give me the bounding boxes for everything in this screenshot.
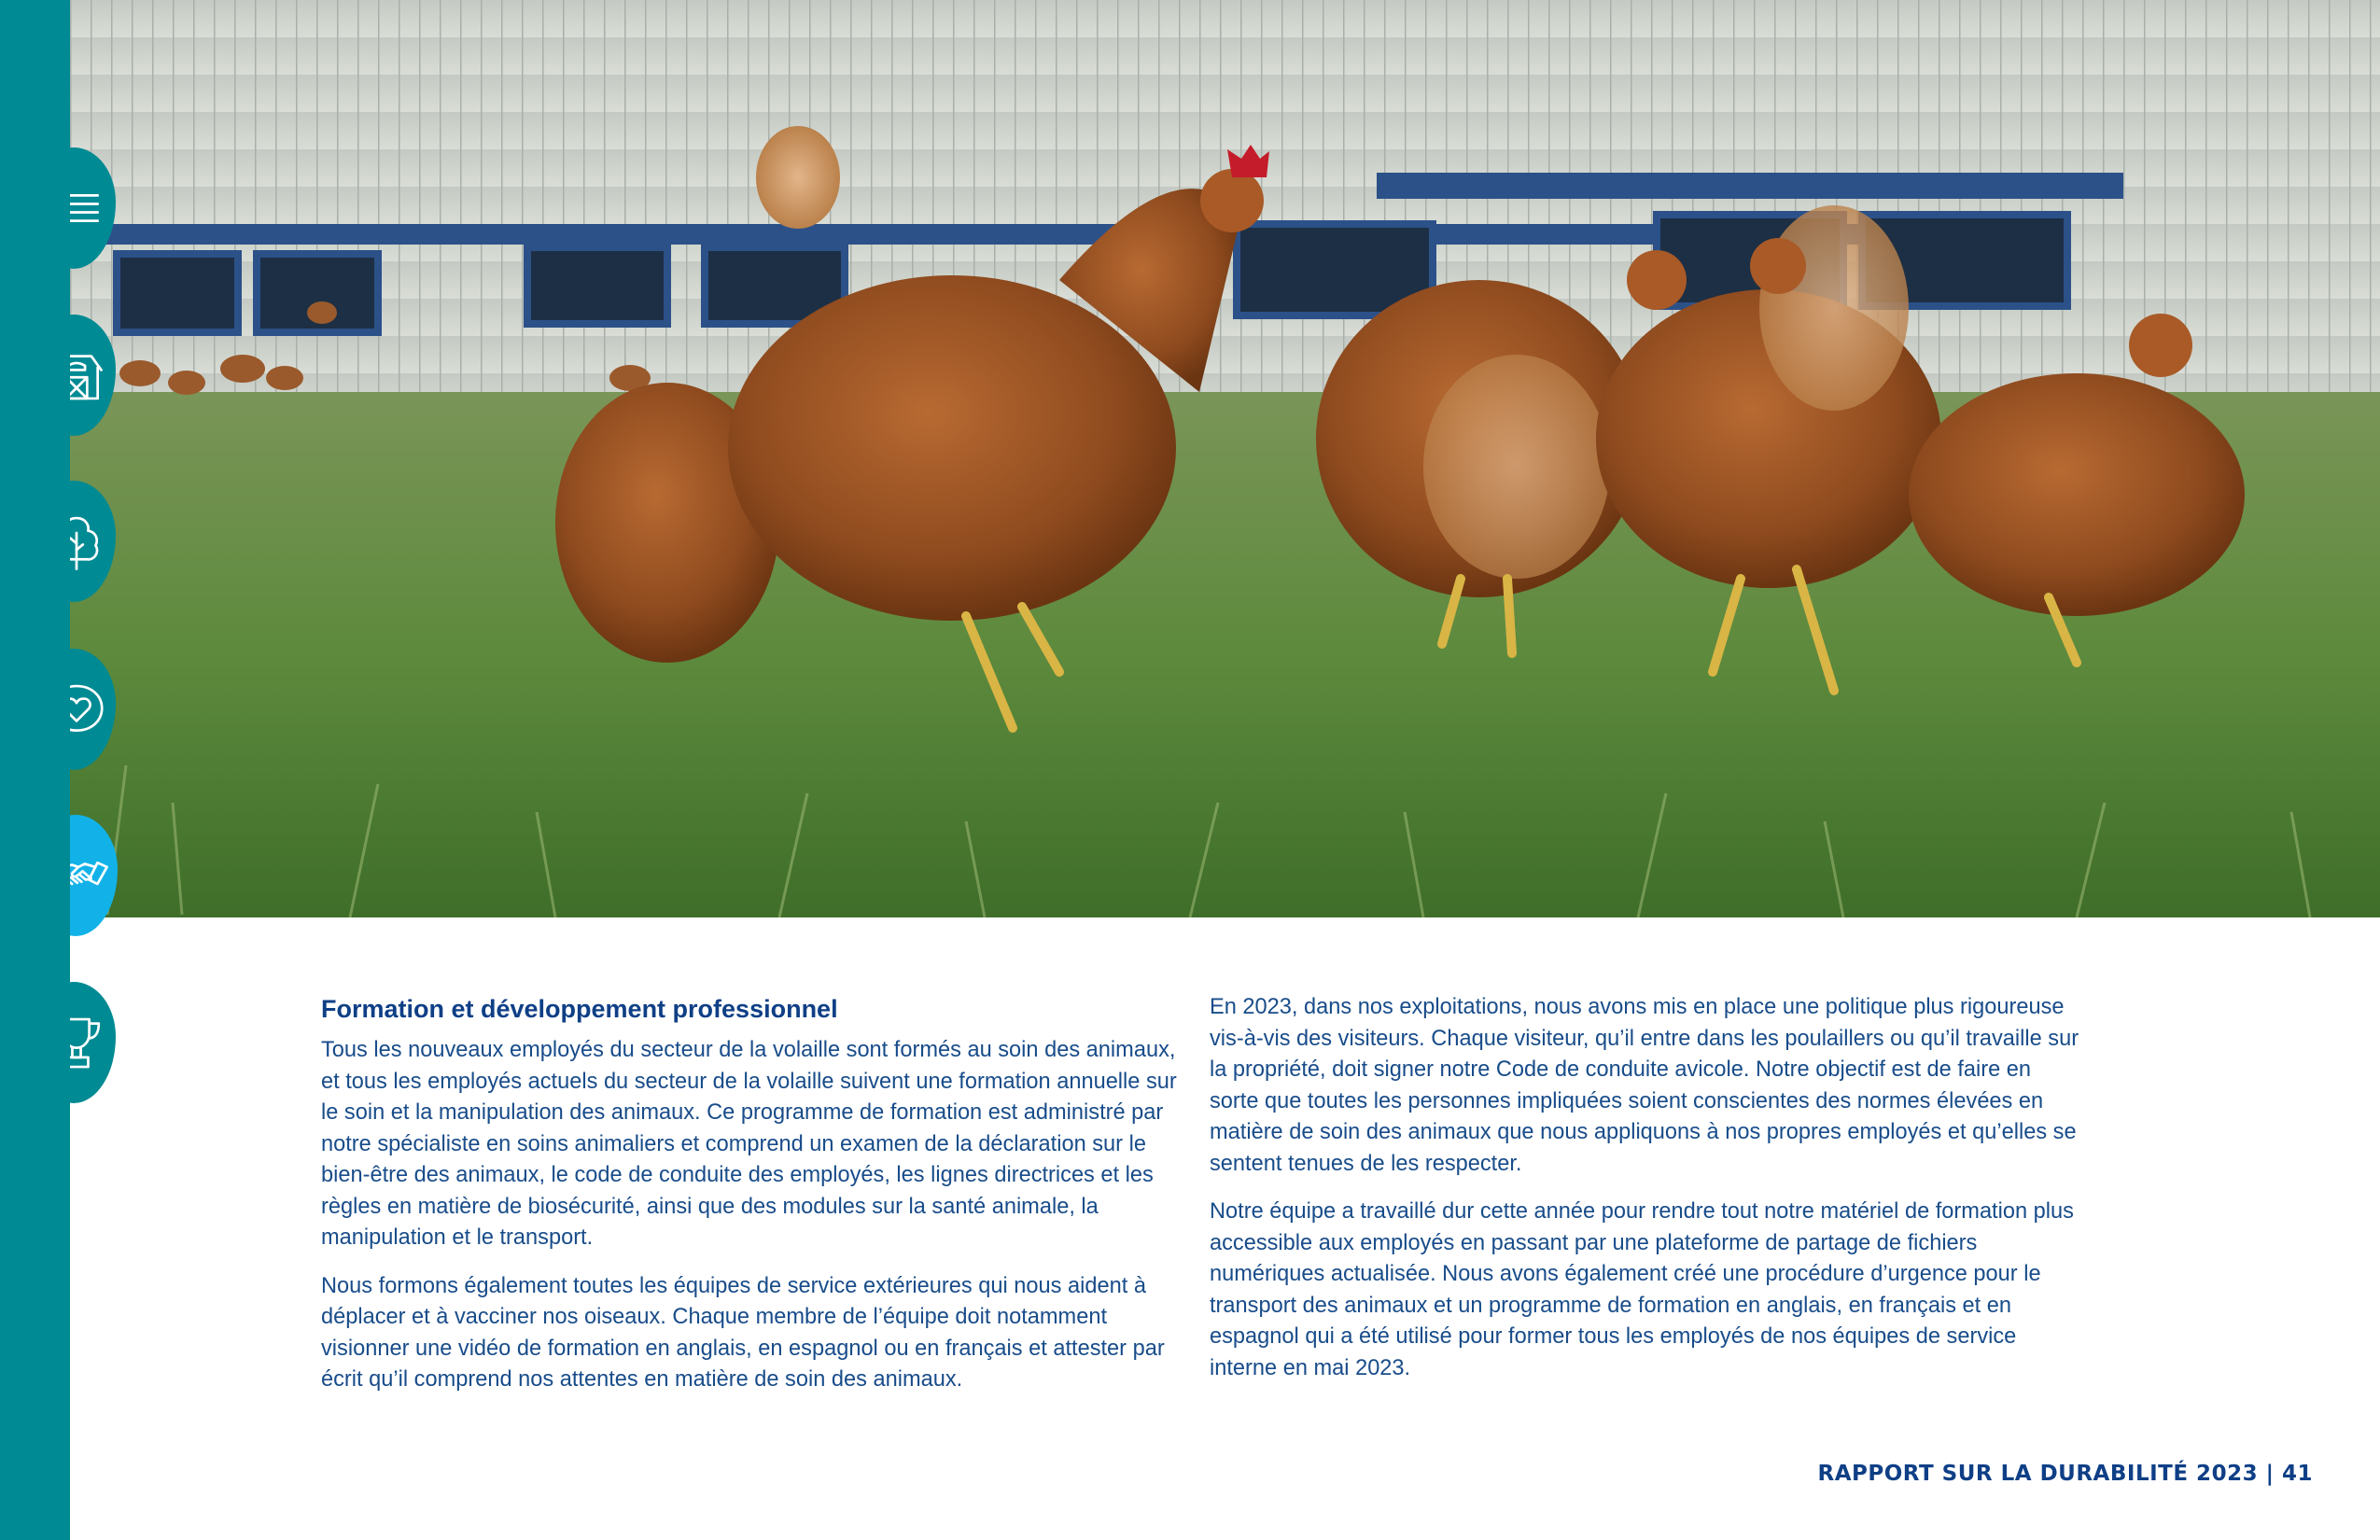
- section-heading: Formation et développement professionnel: [321, 995, 838, 1023]
- body-paragraph: Tous les nouveaux employés du secteur de la volaille sont formés au soin des animaux, et tous les employés actuels du secteur de la volaille suivent une formation annuelle sur le soin et la manipulation des animaux. Ce programme de formation est administré par notre spécialiste en soins animaliers et comprend un examen de la déclaration sur le bien-être des animaux, le code de conduite des employés, les lignes directrices et les règles en matière de biosécurité, ainsi que des modules sur la santé animale, la manipulation et le transport.: [321, 1038, 1177, 1250]
- body-paragraph: Notre équipe a travaillé dur cette année pour rendre tout notre matériel de formation plus accessible aux employés en passant par une plateforme de partage de fichiers numériques actualisée. Nous avons également créé une procédure d’urgence pour le transport des animaux et un programme de formation en anglais, en français et en espagnol qui a été utilisé pour former tous les employés de nos équipes de service interne en mai 2023.: [1210, 1199, 2074, 1380]
- hero-photo: [70, 0, 2380, 917]
- page-footer: RAPPORT SUR LA DURABILITÉ 2023 | 41: [1817, 1462, 2313, 1486]
- left-text-column: [321, 992, 1184, 1413]
- body-paragraph: En 2023, dans nos exploitations, nous avons mis en place une politique plus rigoureuse vis-à-vis des visiteurs. Chaque visiteur, qu’il entre dans les poulaillers ou qu’il travaille sur la propriété, doit signer notre Code de conduite avicole. Notre objectif est de faire en sorte que toutes les personnes impliquées soient conscientes des normes élevées en matière de soin des animaux que nous appliquons à nos propres employés et qu’elles se sentent tenues de les respecter.: [1210, 995, 2079, 1176]
- body-paragraph: Nous formons également toutes les équipes de service extérieures qui nous aident à déplacer et à vacciner nos oiseaux. Chaque membre de l’équipe doit notamment visionner une vidéo de formation en anglais, en espagnol ou en français et attester par écrit qu’il comprend nos attentes en matière de soin des animaux.: [321, 1273, 1165, 1392]
- side-nav-rail: [0, 0, 70, 1540]
- right-text-column: [1210, 992, 2082, 1401]
- hens-on-grass-photo: [70, 0, 2380, 917]
